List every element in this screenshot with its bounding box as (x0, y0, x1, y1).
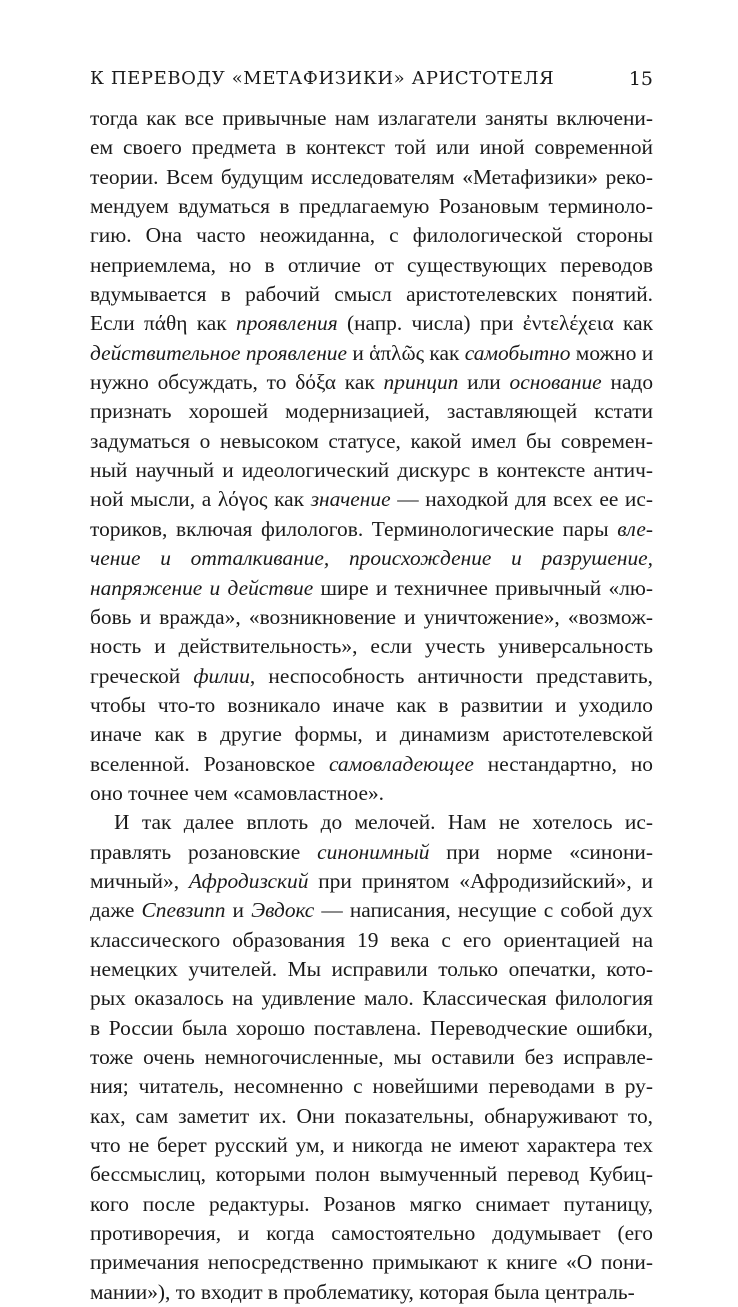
page-number: 15 (628, 68, 653, 90)
text-line (90, 955, 653, 984)
running-head (90, 64, 653, 94)
text-line (90, 632, 653, 661)
text-line (90, 926, 653, 955)
text-run: можно и (570, 340, 654, 365)
text-line (90, 896, 653, 925)
body-text (90, 104, 653, 1307)
text-run: ем своего предмета в контекст той или иной современной (90, 135, 653, 160)
text-line (90, 984, 653, 1013)
text-line (90, 574, 653, 603)
text-run: вдумывается в рабочий смысл аристотелевских понятий. (90, 282, 653, 307)
text-run: правлять розановские (90, 839, 318, 864)
text-line (90, 280, 653, 309)
italic-term: вле- (617, 516, 653, 541)
text-line (90, 456, 653, 485)
italic-term: самобытно (464, 340, 571, 365)
paragraph (90, 104, 653, 808)
text-line (90, 1043, 653, 1072)
text-run: греческой (90, 663, 194, 688)
text-run: даже (90, 898, 142, 923)
paragraph (90, 808, 653, 1307)
text-run: надо (601, 370, 654, 395)
italic-term: напряжение и действие (90, 575, 314, 600)
text-run: гию. Она часто неожиданна, с филологической стороны (90, 223, 653, 248)
text-run: (напр. числа) при ἐντελέχεια как (337, 311, 653, 336)
text-line (90, 691, 653, 720)
text-line (90, 1219, 653, 1248)
italic-term: синонимный (317, 839, 430, 864)
text-run: бовь и вражда», «возникновение и уничтожение», «возмож- (90, 604, 653, 629)
text-run: ный научный и идеологический дискурс в контексте антич- (90, 458, 653, 483)
text-run: или (458, 370, 510, 395)
text-run: чтобы что-то возникало иначе как в развитии и уходило (90, 692, 653, 717)
text-run: шире и техничнее привычный «лю- (313, 575, 653, 600)
text-run: ториков, включая филологов. Терминологические пары (90, 516, 618, 541)
text-line (90, 1072, 653, 1101)
italic-term: Спевзипп (141, 898, 226, 923)
italic-term: Афродизский (188, 868, 309, 893)
text-run: в России была хорошо поставлена. Переводческие ошибки, (90, 1015, 653, 1040)
text-line (90, 1278, 653, 1307)
text-run: противоречия, и когда самостоятельно додумывает (его (90, 1221, 653, 1246)
text-run: иначе как в другие формы, и динамизм аристотелевской (90, 722, 653, 747)
text-run: мендуем вдуматься в предлагаемую Розановым терминоло- (90, 194, 653, 219)
text-run: задуматься о невысоком статусе, какой имел бы современ- (90, 428, 653, 453)
text-run: классического образования 19 века с его ориентацией на (90, 927, 653, 952)
text-run: и ἁπλῶς как (347, 340, 465, 365)
text-run: — находкой для всех ее ис- (390, 487, 654, 512)
italic-term: проявления (236, 311, 338, 336)
text-line (90, 221, 653, 250)
text-run: и (225, 898, 252, 923)
text-line (90, 720, 653, 749)
text-line (90, 309, 653, 338)
text-run: ность и действительность», если учесть универсальность (90, 634, 653, 659)
text-run: , неспособность античности представить, (249, 663, 653, 688)
text-run: ках, сам заметит их. Они показательны, обнаруживают то, (90, 1103, 653, 1128)
text-line (90, 1248, 653, 1277)
text-run: примечания непосредственно примыкают к книге «О пони- (90, 1250, 653, 1275)
italic-term: самовладеющее (328, 751, 474, 776)
text-run: мании»), то входит в проблематику, которая была централь- (90, 1279, 635, 1304)
text-run: немецких учителей. Мы исправили только опечатки, кото- (90, 956, 653, 981)
italic-term: основание (509, 370, 602, 395)
text-run: рых оказалось на удивление мало. Классическая филология (90, 986, 653, 1011)
text-run: бессмыслиц, которыми полон вымученный перевод Кубиц- (90, 1162, 653, 1187)
text-line (90, 544, 653, 573)
text-run: вселенной. Розановское (90, 751, 329, 776)
text-line (90, 133, 653, 162)
text-line (90, 368, 653, 397)
text-run: ной мысли, а λόγος как (90, 487, 311, 512)
text-run: теории. Всем будущим исследователям «Метафизики» реко- (90, 164, 653, 189)
text-run: мичный», (90, 868, 189, 893)
text-run: Если πάθη как (90, 311, 236, 336)
text-run: признать хорошей модернизацией, заставляющей кстати (90, 399, 653, 424)
text-line (90, 251, 653, 280)
text-run: что не берет русский ум, и никогда не имеют характера тех (90, 1133, 653, 1158)
text-line (90, 163, 653, 192)
text-line (90, 1131, 653, 1160)
text-run: ния; читатель, несомненно с новейшими переводами в ру- (90, 1074, 653, 1099)
text-run: при принятом «Афродизийский», и (308, 868, 653, 893)
text-line (90, 397, 653, 426)
text-line (90, 603, 653, 632)
text-line (90, 1190, 653, 1219)
italic-term: значение (310, 487, 391, 512)
text-run: оно точнее чем «самовластное». (90, 780, 385, 805)
text-run: тогда как все привычные нам излагатели заняты включени- (90, 106, 653, 130)
text-line (90, 427, 653, 456)
text-line (90, 808, 653, 837)
text-run: нестандартно, но (473, 751, 653, 776)
italic-term: действительное проявление (90, 340, 348, 365)
text-run: И так далее вплоть до мелочей. Нам не хотелось ис- (114, 810, 653, 835)
text-line (90, 192, 653, 221)
italic-term: Эвдокс (251, 898, 315, 923)
text-run: кого после редактуры. Розанов мягко снимает путаницу, (90, 1191, 653, 1216)
text-line (90, 515, 653, 544)
text-line (90, 867, 653, 896)
text-line (90, 838, 653, 867)
text-run: нужно обсуждать, то δόξα как (90, 370, 384, 395)
text-line (90, 104, 653, 133)
text-run: — написания, несущие с собой дух (314, 898, 653, 923)
italic-term: принцип (383, 370, 459, 395)
text-line (90, 1102, 653, 1131)
text-run: неприемлема, но в отличие от существующих переводов (90, 252, 653, 277)
text-line (90, 1160, 653, 1189)
text-line (90, 485, 653, 514)
text-line (90, 662, 653, 691)
running-title: К ПЕРЕВОДУ «МЕТАФИЗИКИ» АРИСТОТЕЛЯ (90, 68, 555, 89)
text-line (90, 1014, 653, 1043)
text-line (90, 779, 653, 808)
text-line (90, 339, 653, 368)
italic-term: чение и отталкивание, происхождение и разрушение, (90, 546, 653, 571)
italic-term: филии (193, 663, 250, 688)
text-run: при норме «синони- (429, 839, 653, 864)
text-run: тоже очень немногочисленные, мы оставили без исправле- (90, 1045, 653, 1069)
text-line (90, 750, 653, 779)
